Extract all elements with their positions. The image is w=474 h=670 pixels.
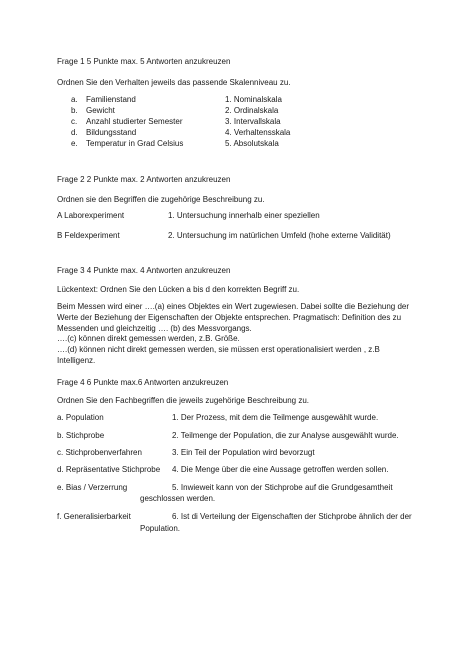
q4-instruction: Ordnen Sie den Fachbegriffen die jeweils zugehörige Beschreibung zu. [57,396,310,405]
q1-item-a: Familienstand [86,95,136,104]
q4-desc-6: 6. Ist di Verteilung der Eigenschaften der Stichprobe ähnlich der der [172,512,412,521]
q4-desc-1: 1. Der Prozess, mit dem die Teilmenge ausgewählt wurde. [172,413,379,422]
q1-item-e: Temperatur in Grad Celsius [86,139,184,148]
q4-term-f: f. Generalisierbarkeit [57,512,131,521]
q1-letter-a: a. [71,95,78,104]
q1-letter-d: d. [71,128,78,137]
q2-instruction: Ordnen sie den Begriffen die zugehörige Beschreibung zu. [57,195,265,204]
q4-term-a: a. Population [57,413,104,422]
q1-scale-4: 4. Verhaltensskala [225,128,291,137]
q1-scale-2: 2. Ordinalskala [225,106,279,115]
q1-scale-3: 3. Intervallskala [225,117,281,126]
q3-paragraph: Beim Messen wird einer ….(a) eines Objektes ein Wert zugewiesen. Dabei sollte die Beziehung der Werte der Beziehung der Eigenschaften der Objekte entsprechen. Pragmatisch: Definition des zu Messenden und gleichzeitig …. (b) des Messvorgangs. [57,302,410,333]
q4-term-b: b. Stichprobe [57,431,105,440]
q1-scale-5: 5. Absolutskala [225,139,279,148]
q2-desc-2: 2. Untersuchung im natürlichen Umfeld (hohe externe Validität) [168,231,391,240]
q4-term-c: c. Stichprobenverfahren [57,448,142,457]
q1-scale-1: 1. Nominalskala [225,95,282,104]
q1-instruction: Ordnen Sie den Verhalten jeweils das passende Skalenniveau zu. [57,78,291,87]
q4-desc-6-cont: Population. [140,524,181,533]
q3-header: Frage 3 4 Punkte max. 4 Antworten anzukreuzen [57,266,231,275]
q4-term-d: d. Repräsentative Stichprobe [57,465,161,474]
q1-item-c: Anzahl studierter Semester [86,117,183,126]
q1-item-b: Gewicht [86,106,115,115]
q1-header: Frage 1 5 Punkte max. 5 Antworten anzukreuzen [57,57,231,66]
q4-desc-5-cont: geschlossen werden. [140,494,216,503]
q4-header: Frage 4 6 Punkte max.6 Antworten anzukreuzen [57,378,229,387]
q1-item-d: Bildungsstand [86,128,137,137]
q2-header: Frage 2 2 Punkte max. 2 Antworten anzukreuzen [57,175,231,184]
q4-term-e: e. Bias / Verzerrung [57,483,128,492]
q4-desc-2: 2. Teilmenge der Population, die zur Analyse ausgewählt wurde. [172,431,399,440]
q2-term-b: B Feldexperiment [57,231,120,240]
q1-letter-b: b. [71,106,78,115]
q2-term-a: A Laborexperiment [57,211,125,220]
q1-letter-c: c. [71,117,78,126]
q4-desc-5: 5. Inwieweit kann von der Stichprobe auf die Grundgesamtheit [172,483,393,492]
q1-letter-e: e. [71,139,78,148]
q3-instruction: Lückentext: Ordnen Sie den Lücken a bis d den korrekten Begriff zu. [57,285,300,294]
q3-line-d: ….(d) können nicht direkt gemessen werden, sie müssen erst operationalisiert werden , z.B Intelligenz. [57,345,380,365]
q3-line-c: ….(c) können direkt gemessen werden, z.B. Größe. [57,334,240,343]
q2-desc-1: 1. Untersuchung innerhalb einer speziellen [168,211,320,220]
q4-desc-4: 4. Die Menge über die eine Aussage getroffen werden sollen. [172,465,389,474]
q4-desc-3: 3. Ein Teil der Population wird bevorzugt [172,448,315,457]
